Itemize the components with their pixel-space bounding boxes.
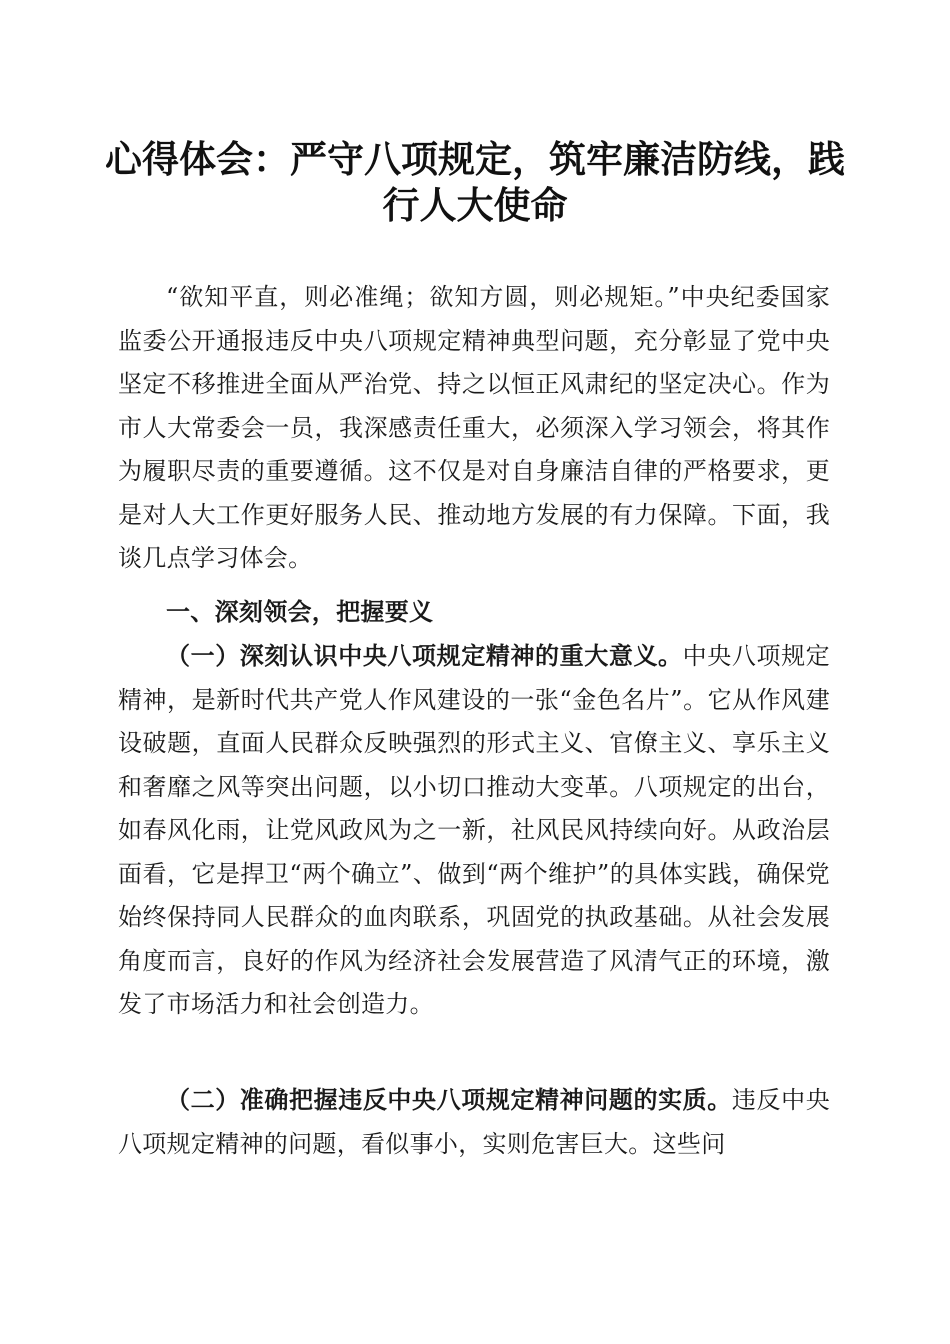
subsection-1-lead: （一）深刻认识中央八项规定精神的重大意义。 — [166, 641, 683, 670]
subsection-2-lead: （二）准确把握违反中央八项规定精神问题的实质。 — [166, 1085, 732, 1114]
intro-paragraph: “欲知平直，则必准绳；欲知方圆，则必规矩。”中央纪委国家监委公开通报违反中央八项规定精神典型问题，充分彰显了党中央坚定不移推进全面从严治党、持之以恒正风肃纪的坚定决心。作为市人大常委会一员，我深感责任重大，必须深入学习领会，将其作为履职尽责的重要遵循。这不仅是对自身廉洁自律的严格要求，更是对人大工作更好服务人民、推动地方发展的有力保障。下面，我谈几点学习体会。 — [118, 283, 830, 572]
subsection-1-paragraph — [118, 634, 830, 1027]
subsection-1-text: 中央八项规定精神，是新时代共产党人作风建设的一张“金色名片”。它从作风建设破题，直面人民群众反映强烈的形式主义、官僚主义、享乐主义和奢靡之风等突出问题，以小切口推动大变革。八项规定的出台，如春风化雨，让党风政风为之一新，社风民风持续向好。从政治层面看，它是捍卫“两个确立”、做到“两个维护”的具体实践，确保党始终保持同人民群众的血肉联系，巩固党的执政基础。从社会发展角度而言，良好的作风为经济社会发展营造了风清气正的环境，激发了市场活力和社会创造力。 — [118, 642, 830, 1018]
subsection-2-text: 违反中央八项规定精神的问题，看似事小，实则危害巨大。这些问 — [118, 1086, 831, 1158]
subsection-2-paragraph — [118, 1078, 830, 1166]
document-title: 心得体会：严守八项规定，筑牢廉洁防线，践行人大使命 — [105, 137, 845, 227]
section-heading: 一、深刻领会，把握要义 — [166, 598, 434, 626]
